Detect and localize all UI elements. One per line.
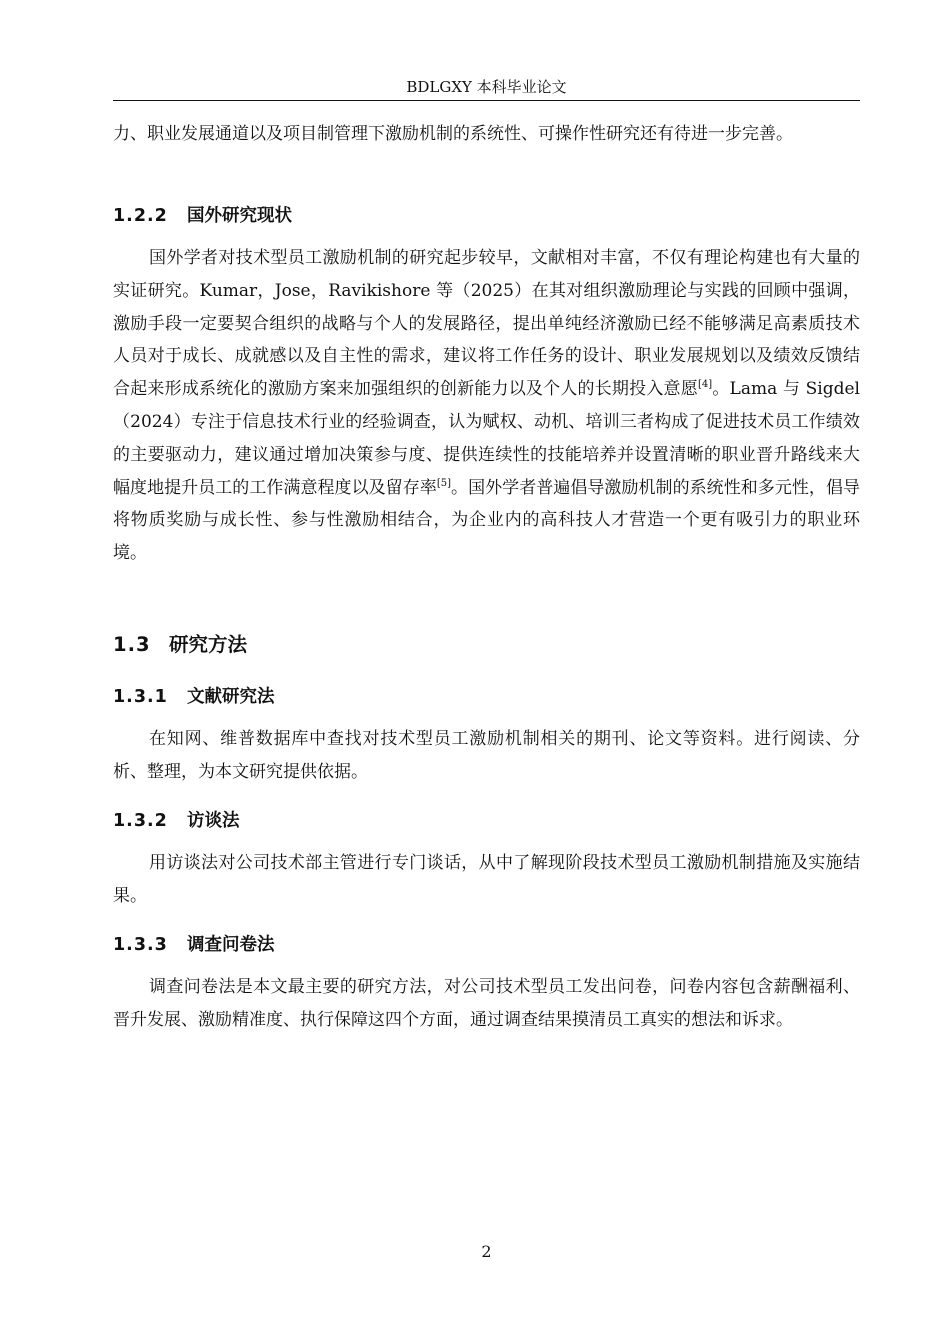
section-heading-1-2-2 bbox=[113, 204, 292, 228]
header-rule bbox=[113, 100, 860, 101]
page-number: 2 bbox=[481, 1242, 492, 1261]
paragraph-literature-method: 在知网、维普数据库中查找对技术型员工激励机制相关的期刊、论文等资料。进行阅读、分析、整理，为本文研究提供依据。 bbox=[113, 729, 860, 782]
paragraph-text: 国外学者对技术型员工激励机制的研究起步较早，文献相对丰富，不仅有理论构建也有大量的实证研究。Kumar，Jose，Ravikishore 等（2025）在其对组织激励理论与实践的回顾中强调，激励手段一定要契合组织的战略与个人的发展路径，提出单纯经济激励已经不能够满足高素质技术人员对于成长、成就感以及自主性的需求，建议将工作任务的设计、职业发展规划以及绩效反馈结合起来形成系统化的激励方案来加强组织的创新能力以及个人的长期投入意愿 bbox=[113, 248, 860, 400]
section-heading-1-3 bbox=[113, 632, 247, 658]
continuation-paragraph: 力、职业发展通道以及项目制管理下激励机制的系统性、可操作性研究还有待进一步完善。 bbox=[113, 124, 793, 144]
section-number: 1.2.2 bbox=[113, 206, 168, 226]
section-heading-1-3-1 bbox=[113, 685, 275, 709]
citation-ref: [4] bbox=[697, 379, 713, 391]
citation-ref: [5] bbox=[436, 477, 451, 489]
section-number: 1.3.3 bbox=[113, 935, 168, 955]
section-title: 研究方法 bbox=[169, 633, 248, 656]
paragraph-foreign-research bbox=[113, 242, 860, 570]
section-title: 调查问卷法 bbox=[187, 935, 275, 955]
section-heading-1-3-2 bbox=[113, 809, 240, 833]
section-heading-1-3-3 bbox=[113, 933, 275, 957]
section-title: 访谈法 bbox=[187, 811, 240, 831]
running-header: BDLGXY 本科毕业论文 bbox=[406, 78, 567, 96]
section-number: 1.3.1 bbox=[113, 687, 168, 707]
paragraph-text: 。Lama 与 Sigdel（2024）专注于信息技术行业的经验调查，认为赋权、动机、培训三者构成了促进技术员工作绩效的主要驱动力，建议通过增加决策参与度、提供连续性的技能培养并设置清晰的职业晋升路线来大幅度地提升员工的工作满意程度以及留存率 bbox=[113, 379, 860, 498]
section-title: 文献研究法 bbox=[187, 687, 275, 707]
section-number: 1.3.2 bbox=[113, 811, 168, 831]
section-number: 1.3 bbox=[113, 633, 151, 656]
section-title: 国外研究现状 bbox=[187, 206, 292, 226]
paragraph-questionnaire-method: 调查问卷法是本文最主要的研究方法，对公司技术型员工发出问卷，问卷内容包含薪酬福利、晋升发展、激励精准度、执行保障这四个方面，通过调查结果摸清员工真实的想法和诉求。 bbox=[113, 977, 860, 1030]
paragraph-interview-method: 用访谈法对公司技术部主管进行专门谈话，从中了解现阶段技术型员工激励机制措施及实施结果。 bbox=[113, 853, 860, 906]
paragraph-text: 。国外学者普遍倡导激励机制的系统性和多元性，倡导将物质奖励与成长性、参与性激励相结合，为企业内的高科技人才营造一个更有吸引力的职业环境。 bbox=[113, 477, 861, 564]
